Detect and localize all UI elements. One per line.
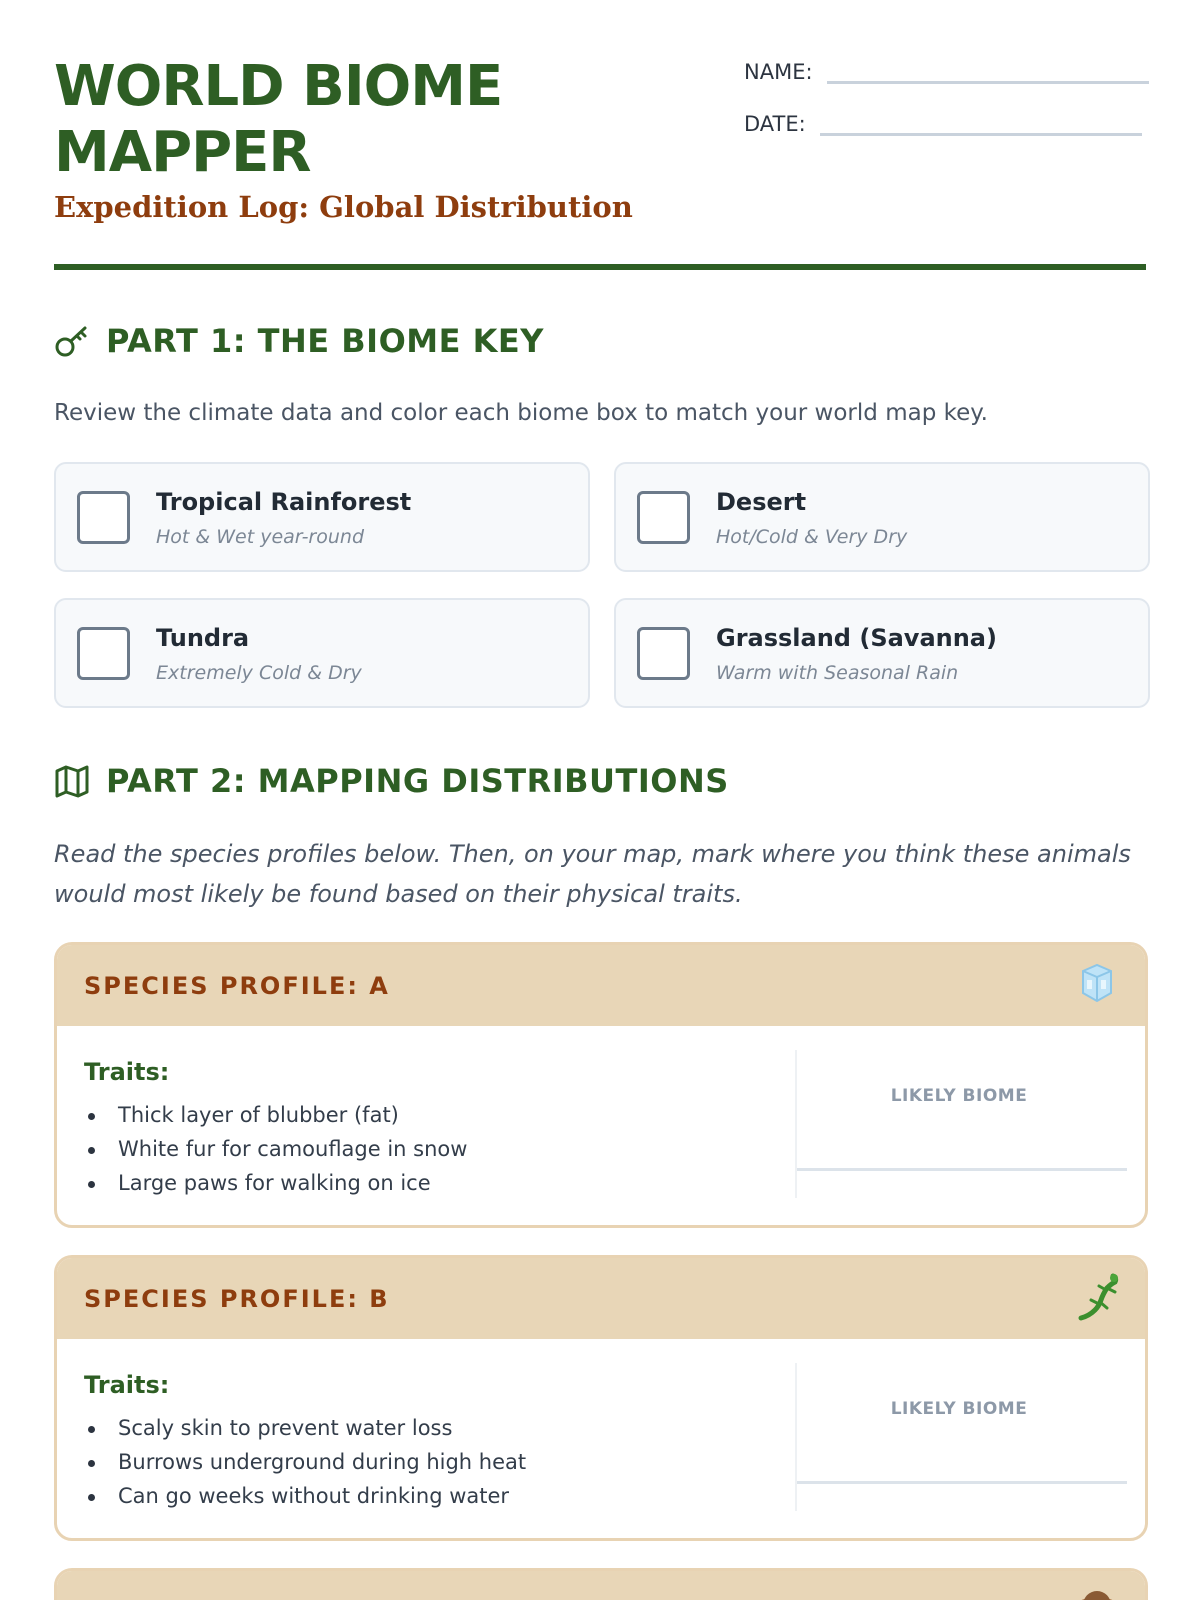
species-header: [57, 945, 1145, 1026]
likely-biome-column: [795, 1050, 1121, 1198]
name-field[interactable]: [744, 58, 1149, 84]
title-line-1: WORLD BIOME: [54, 54, 503, 119]
page-title: [54, 54, 502, 186]
lizard-icon: [1073, 1270, 1121, 1322]
title-line-2: MAPPER: [54, 120, 311, 185]
biome-name: Tundra: [156, 624, 250, 652]
date-line[interactable]: [820, 110, 1142, 136]
biome-description: Hot & Wet year-round: [156, 526, 365, 548]
biome-key-card: [614, 462, 1150, 572]
color-swatch-box[interactable]: [637, 491, 690, 544]
biome-name: Tropical Rainforest: [156, 488, 412, 516]
species-profile-card: [54, 1255, 1148, 1541]
date-field[interactable]: [744, 110, 1142, 136]
species-body: [57, 1339, 1145, 1539]
likely-biome-label: LIKELY BIOME: [890, 1399, 1028, 1419]
species-profile-card: [54, 1568, 1148, 1600]
trait-item: Burrows underground during high heat: [84, 1445, 526, 1479]
key-icon: [54, 323, 90, 359]
part1-intro: Review the climate data and color each biome box to match your world map key.: [54, 400, 988, 426]
name-line[interactable]: [827, 58, 1149, 84]
part2-intro: Read the species profiles below. Then, on your map, mark where you think these animals would most likely be found based on their physical traits.: [54, 840, 1131, 908]
biome-key-card: [54, 598, 590, 708]
part2-title: PART 2: MAPPING DISTRIBUTIONS: [106, 762, 729, 800]
trait-item: Can go weeks without drinking water: [84, 1479, 526, 1513]
trait-item: Thick layer of blubber (fat): [84, 1098, 467, 1132]
color-swatch-box[interactable]: [77, 491, 130, 544]
species-title: SPECIES PROFILE: B: [84, 1285, 390, 1313]
traits-label: Traits:: [84, 1058, 170, 1086]
part2-heading: [54, 762, 729, 800]
biome-key-card: [614, 598, 1150, 708]
date-label: DATE:: [744, 112, 806, 136]
species-header: [57, 1571, 1145, 1600]
map-icon: [54, 763, 90, 799]
likely-biome-column: [795, 1363, 1121, 1511]
page-subtitle: Expedition Log: Global Distribution: [54, 190, 633, 224]
biome-key-card: [54, 462, 590, 572]
biome-description: Extremely Cold & Dry: [156, 662, 362, 684]
likely-biome-answer-line[interactable]: [797, 1168, 1127, 1171]
biome-name: Grassland (Savanna): [716, 624, 997, 652]
likely-biome-answer-line[interactable]: [797, 1481, 1127, 1484]
species-profile-card: [54, 942, 1148, 1228]
likely-biome-label: LIKELY BIOME: [890, 1086, 1028, 1106]
biome-description: Hot/Cold & Very Dry: [716, 526, 908, 548]
biome-description: Warm with Seasonal Rain: [716, 662, 959, 684]
monkey-icon: [1077, 1585, 1117, 1600]
trait-item: White fur for camouflage in snow: [84, 1132, 467, 1166]
color-swatch-box[interactable]: [637, 627, 690, 680]
trait-item: Scaly skin to prevent water loss: [84, 1411, 526, 1445]
name-label: NAME:: [744, 60, 813, 84]
traits-list: [84, 1098, 467, 1200]
part1-title: PART 1: THE BIOME KEY: [106, 322, 544, 360]
traits-list: [84, 1411, 526, 1513]
species-body: [57, 1026, 1145, 1226]
header: [54, 0, 1146, 270]
color-swatch-box[interactable]: [77, 627, 130, 680]
species-title: SPECIES PROFILE: A: [84, 972, 390, 1000]
trait-item: Large paws for walking on ice: [84, 1166, 467, 1200]
traits-label: Traits:: [84, 1371, 170, 1399]
biome-name: Desert: [716, 488, 807, 516]
part1-heading: [54, 322, 544, 360]
species-header: [57, 1258, 1145, 1339]
ice-cube-icon: [1077, 961, 1117, 1005]
